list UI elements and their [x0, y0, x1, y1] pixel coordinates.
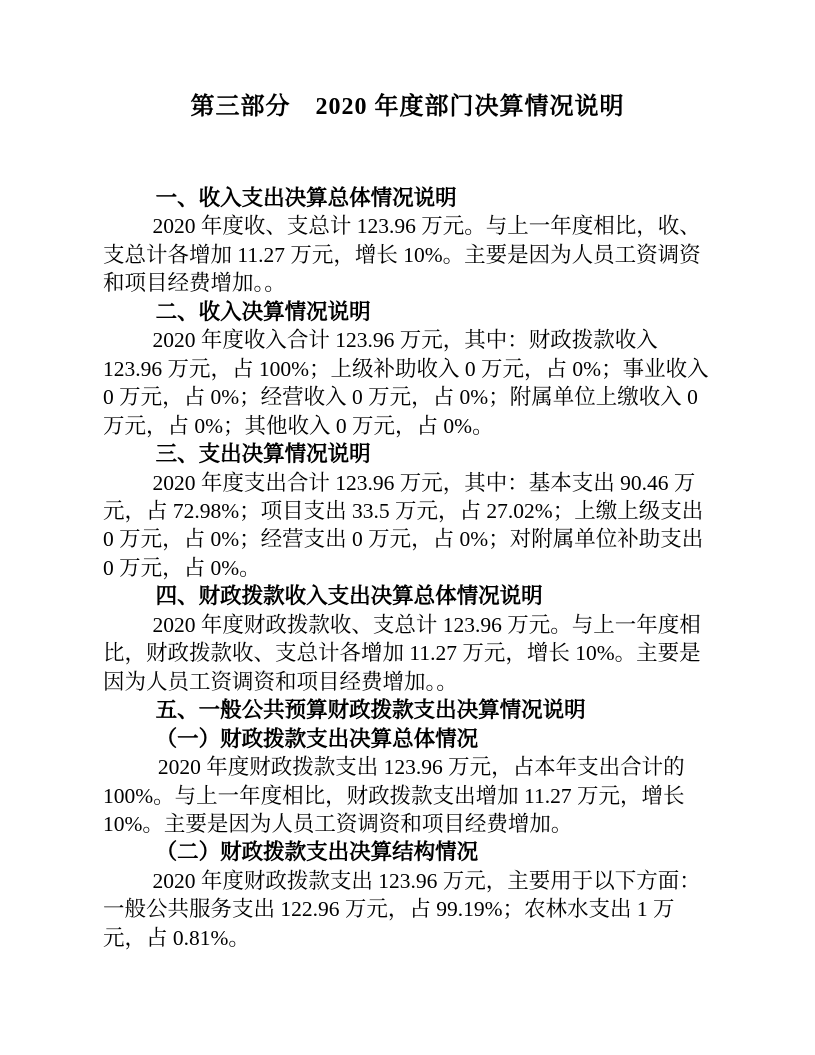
section-2-heading-income-final-accounts: 二、收入决算情况说明 [155, 299, 371, 324]
section-2-paragraph: 2020 年度收入合计 123.96 万元，其中：财政拨款收入 123.96 万元，占 100%；上级补助收入 0 万元，占 0%；事业收入 0 万元，占 0%；经营收入 0 万元，占 0%；附属单位上缴收入 0 万元，占 0%；其他收入 0 万元，占 0%。 [103, 328, 709, 438]
section-4-heading-fiscal-appropriation-overview: 四、财政拨款收入支出决算总体情况说明 [155, 584, 543, 609]
subsection-5-1-paragraph: 2020 年度财政拨款支出 123.96 万元，占本年支出合计的 100%。与上一年度相比，财政拨款支出增加 11.27 万元，增长 10%。主要是因为人员工资调资和项目经费增加。 [103, 755, 685, 836]
section-4-paragraph: 2020 年度财政拨款收、支总计 123.96 万元。与上一年度相比，财政拨款收、支总计各增加 11.27 万元，增长 10%。主要是因为人员工资调资和项目经费增加。。 [103, 612, 701, 694]
section-1-paragraph: 2020 年度收、支总计 123.96 万元。与上一年度相比，收、支总计各增加 11.27 万元，增长 10%。主要是因为人员工资调资和项目经费增加。。 [103, 214, 701, 296]
document-body [103, 184, 713, 952]
subsection-5-1-heading-appropriation-expenditure-overview: （一）财政拨款支出决算总体情况 [155, 726, 479, 751]
subsection-5-2-paragraph: 2020 年度财政拨款支出 123.96 万元，主要用于以下方面：一般公共服务支出 122.96 万元，占 99.19%；农林水支出 1 万元，占 0.81%。 [103, 868, 701, 950]
subsection-5-2-heading-appropriation-expenditure-structure: （二）财政拨款支出决算结构情况 [155, 840, 479, 865]
section-5-heading-public-budget-appropriation: 五、一般公共预算财政拨款支出决算情况说明 [155, 698, 586, 723]
section-3-heading-expenditure-final-accounts: 三、支出决算情况说明 [155, 442, 371, 467]
section-3-paragraph: 2020 年度支出合计 123.96 万元，其中：基本支出 90.46 万元，占 72.98%；项目支出 33.5 万元，占 27.02%；上缴上级支出 0 万元，占 0%；经营支出 0 万元，占 0%；对附属单位补助支出 0 万元，占 0%。 [103, 470, 704, 580]
document-title: 第三部分 2020 年度部门决算情况说明 [190, 94, 625, 120]
section-1-heading-income-expenditure-overview: 一、收入支出决算总体情况说明 [155, 186, 457, 210]
